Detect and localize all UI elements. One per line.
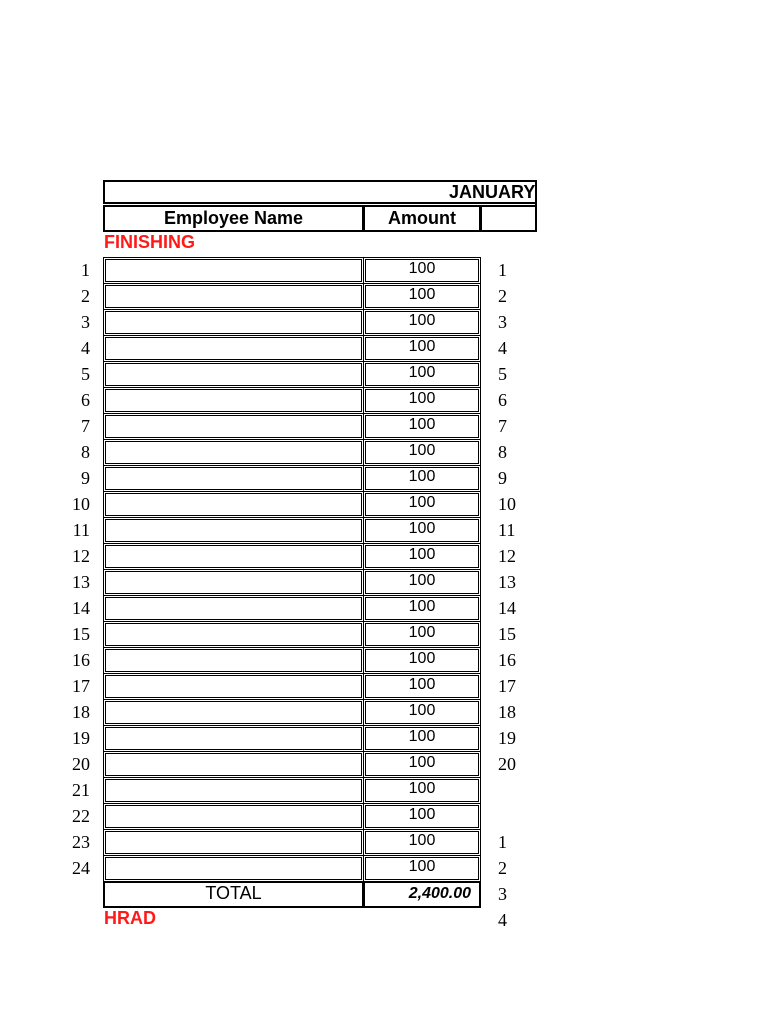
amount-cell[interactable]: 100 <box>363 803 481 830</box>
employee-name-cell[interactable] <box>103 439 364 466</box>
row-number: 6 <box>81 390 90 410</box>
employee-name-cell[interactable] <box>103 361 364 388</box>
right-row-number: 17 <box>498 676 516 696</box>
right-row-number: 2 <box>498 286 507 306</box>
row-number: 4 <box>81 338 90 358</box>
row-number: 22 <box>72 806 90 826</box>
amount-cell[interactable]: 100 <box>363 439 481 466</box>
employee-name-cell[interactable] <box>103 465 364 492</box>
right-row-number: 8 <box>498 442 507 462</box>
total-label: TOTAL <box>103 881 364 908</box>
amount-cell[interactable]: 100 <box>363 309 481 336</box>
row-number: 14 <box>72 598 90 618</box>
employee-name-cell[interactable] <box>103 543 364 570</box>
right-row-number: 19 <box>498 728 516 748</box>
amount-cell[interactable]: 100 <box>363 751 481 778</box>
right-row-number: 3 <box>498 312 507 332</box>
row-number: 23 <box>72 832 90 852</box>
row-number: 11 <box>72 520 90 540</box>
amount-header: Amount <box>363 205 481 232</box>
amount-cell[interactable]: 100 <box>363 595 481 622</box>
row-number: 5 <box>81 364 90 384</box>
employee-name-cell[interactable] <box>103 413 364 440</box>
section-hrad: HRAD <box>104 908 156 928</box>
right-row-number: 12 <box>498 546 516 566</box>
row-number: 9 <box>81 468 90 488</box>
amount-cell[interactable]: 100 <box>363 855 481 882</box>
employee-name-cell[interactable] <box>103 699 364 726</box>
right-row-number: 7 <box>498 416 507 436</box>
right-row-number: 20 <box>498 754 516 774</box>
row-number: 18 <box>72 702 90 722</box>
employee-name-cell[interactable] <box>103 751 364 778</box>
row-number: 16 <box>72 650 90 670</box>
right-row-number: 14 <box>498 598 516 618</box>
employee-name-cell[interactable] <box>103 283 364 310</box>
employee-name-cell[interactable] <box>103 673 364 700</box>
amount-cell[interactable]: 100 <box>363 491 481 518</box>
row-number: 15 <box>72 624 90 644</box>
right-row-number: 10 <box>498 494 516 514</box>
right-row-number: 6 <box>498 390 507 410</box>
row-number: 7 <box>81 416 90 436</box>
right-row-number: 9 <box>498 468 507 488</box>
row-number: 20 <box>72 754 90 774</box>
row-number: 21 <box>72 780 90 800</box>
amount-cell[interactable]: 100 <box>363 361 481 388</box>
right-row-number: 16 <box>498 650 516 670</box>
row-number: 8 <box>81 442 90 462</box>
amount-cell[interactable]: 100 <box>363 569 481 596</box>
row-number: 12 <box>72 546 90 566</box>
row-number: 19 <box>72 728 90 748</box>
month-header-bar <box>103 180 537 204</box>
amount-cell[interactable]: 100 <box>363 829 481 856</box>
amount-cell[interactable]: 100 <box>363 725 481 752</box>
amount-cell[interactable]: 100 <box>363 673 481 700</box>
total-value: 2,400.00 <box>363 881 481 908</box>
blank-header-cell <box>480 205 537 232</box>
employee-name-cell[interactable] <box>103 569 364 596</box>
right-row-number: 4 <box>498 338 507 358</box>
amount-cell[interactable]: 100 <box>363 387 481 414</box>
right-row-number: 15 <box>498 624 516 644</box>
employee-name-cell[interactable] <box>103 829 364 856</box>
employee-name-cell[interactable] <box>103 595 364 622</box>
right-row-number: 2 <box>498 858 507 878</box>
amount-cell[interactable]: 100 <box>363 647 481 674</box>
section-finishing: FINISHING <box>104 232 196 252</box>
employee-name-cell[interactable] <box>103 517 364 544</box>
right-row-number: 18 <box>498 702 516 722</box>
amount-cell[interactable]: 100 <box>363 335 481 362</box>
amount-cell[interactable]: 100 <box>363 543 481 570</box>
right-row-number: 4 <box>498 910 507 930</box>
amount-cell[interactable]: 100 <box>363 465 481 492</box>
row-number: 3 <box>81 312 90 332</box>
employee-name-cell[interactable] <box>103 621 364 648</box>
row-number: 24 <box>72 858 90 878</box>
month-title: JANUARY <box>449 182 536 202</box>
row-number: 13 <box>72 572 90 592</box>
right-row-number: 11 <box>498 520 516 540</box>
right-row-number: 3 <box>498 884 507 904</box>
row-number: 17 <box>72 676 90 696</box>
row-number: 10 <box>72 494 90 514</box>
employee-name-cell[interactable] <box>103 803 364 830</box>
employee-name-cell[interactable] <box>103 647 364 674</box>
employee-name-cell[interactable] <box>103 855 364 882</box>
row-number: 2 <box>81 286 90 306</box>
employee-name-cell[interactable] <box>103 777 364 804</box>
employee-name-cell[interactable] <box>103 309 364 336</box>
employee-name-cell[interactable] <box>103 257 364 284</box>
right-row-number: 1 <box>498 260 507 280</box>
amount-cell[interactable]: 100 <box>363 517 481 544</box>
employee-name-cell[interactable] <box>103 491 364 518</box>
employee-name-cell[interactable] <box>103 725 364 752</box>
amount-cell[interactable]: 100 <box>363 257 481 284</box>
right-row-number: 13 <box>498 572 516 592</box>
employee-name-cell[interactable] <box>103 335 364 362</box>
right-row-number: 1 <box>498 832 507 852</box>
amount-cell[interactable]: 100 <box>363 283 481 310</box>
amount-cell[interactable]: 100 <box>363 413 481 440</box>
employee-name-header: Employee Name <box>103 205 364 232</box>
right-row-number: 5 <box>498 364 507 384</box>
amount-cell[interactable]: 100 <box>363 777 481 804</box>
employee-name-cell[interactable] <box>103 387 364 414</box>
amount-cell[interactable]: 100 <box>363 621 481 648</box>
amount-cell[interactable]: 100 <box>363 699 481 726</box>
row-number: 1 <box>81 260 90 280</box>
